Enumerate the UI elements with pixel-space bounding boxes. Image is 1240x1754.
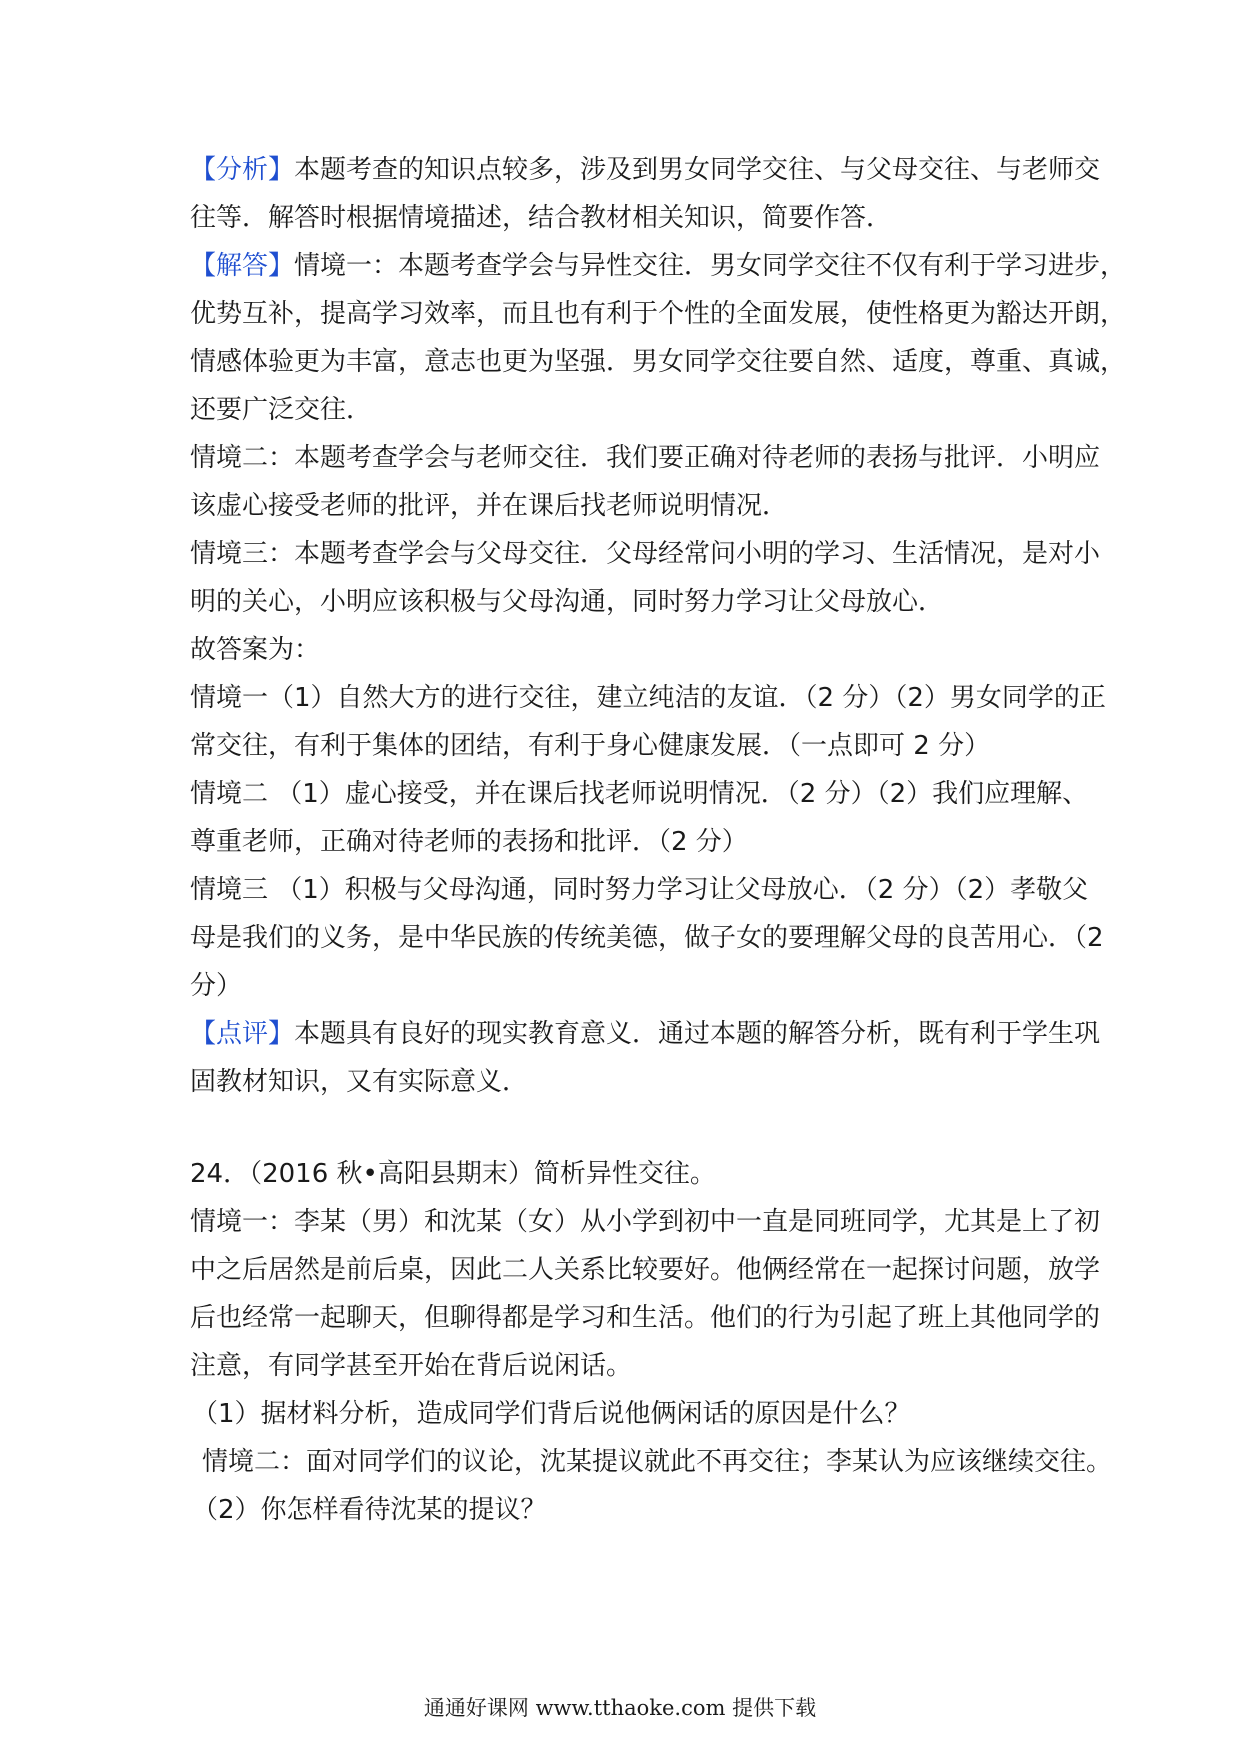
answer-line-8: 明的关心，小明应该积极与父母沟通，同时努力学习让父母放心．: [190, 587, 945, 617]
analysis-tag: 【分析】: [190, 155, 295, 185]
question-24-line-1: 情境一：李某（男）和沈某（女）从小学到初中一直是同班同学，尤其是上了初: [190, 1207, 1101, 1237]
question-24-line-3: 后也经常一起聊天，但聊得都是学习和生活。他们的行为引起了班上其他同学的: [190, 1303, 1101, 1333]
question-24-sub-2: （2）你怎样看待沈某的提议？: [192, 1495, 547, 1525]
answer-line-12: 情境二 （1）虚心接受，并在课后找老师说明情况．（2 分）（2）我们应理解、: [190, 779, 1089, 809]
answer-line-10: 情境一（1）自然大方的进行交往，建立纯洁的友谊．（2 分）（2）男女同学的正: [190, 683, 1106, 713]
section-gap: [190, 1115, 1070, 1159]
comment-tag: 【点评】: [190, 1019, 295, 1049]
answer-line-4: 还要广泛交往．: [190, 395, 373, 425]
question-24-line-4: 注意，有同学甚至开始在背后说闲话。: [190, 1351, 633, 1381]
comment-line-1: 【点评】本题具有良好的现实教育意义．通过本题的解答分析，既有利于学生巩: [190, 1019, 1101, 1049]
answer-line-7: 情境三：本题考查学会与父母交往．父母经常问小明的学习、生活情况，是对小: [190, 539, 1101, 569]
answer-line-11: 常交往，有利于集体的团结，有利于身心健康发展．（一点即可 2 分）: [190, 731, 991, 761]
answer-line-5: 情境二：本题考查学会与老师交往．我们要正确对待老师的表扬与批评．小明应: [190, 443, 1101, 473]
answer-line-6: 该虚心接受老师的批评，并在课后找老师说明情况．: [190, 491, 789, 521]
answer-line-15: 母是我们的义务，是中华民族的传统美德，做子女的要理解父母的良苦用心．（2: [190, 923, 1104, 953]
comment-line-2: 固教材知识，又有实际意义．: [190, 1067, 529, 1097]
document-body: [190, 155, 1127, 1543]
answer-line-1: 【解答】情境一：本题考查学会与异性交往．男女同学交往不仅有利于学习进步，: [190, 251, 1127, 281]
question-24-line-6: 情境二：面对同学们的议论，沈某提议就此不再交往；李某认为应该继续交往。: [202, 1447, 1113, 1477]
answer-line-16: 分）: [190, 971, 243, 1001]
question-24-line-2: 中之后居然是前后桌，因此二人关系比较要好。他俩经常在一起探讨问题，放学: [190, 1255, 1101, 1285]
answer-line-13: 尊重老师，正确对待老师的表扬和批评．（2 分）: [190, 827, 748, 857]
answer-line-2: 优势互补，提高学习效率，而且也有利于个性的全面发展，使性格更为豁达开朗，: [190, 299, 1127, 329]
analysis-line-2: 往等．解答时根据情境描述，结合教材相关知识，简要作答．: [190, 203, 893, 233]
page-footer: 通通好课网 www.tthaoke.com 提供下载: [423, 1696, 817, 1720]
answer-line-14: 情境三 （1）积极与父母沟通，同时努力学习让父母放心．（2 分）（2）孝敬父: [190, 875, 1089, 905]
answer-line-3: 情感体验更为丰富，意志也更为坚强．男女同学交往要自然、适度，尊重、真诚，: [190, 347, 1127, 377]
analysis-line-1: 【分析】本题考查的知识点较多，涉及到男女同学交往、与父母交往、与老师交: [190, 155, 1101, 185]
answer-line-9: 故答案为：: [190, 635, 321, 665]
question-24-sub-1: （1）据材料分析，造成同学们背后说他俩闲话的原因是什么？: [192, 1399, 911, 1429]
question-24-title: 24．（2016 秋•高阳县期末）简析异性交往。: [190, 1159, 716, 1189]
answer-tag: 【解答】: [190, 251, 295, 281]
